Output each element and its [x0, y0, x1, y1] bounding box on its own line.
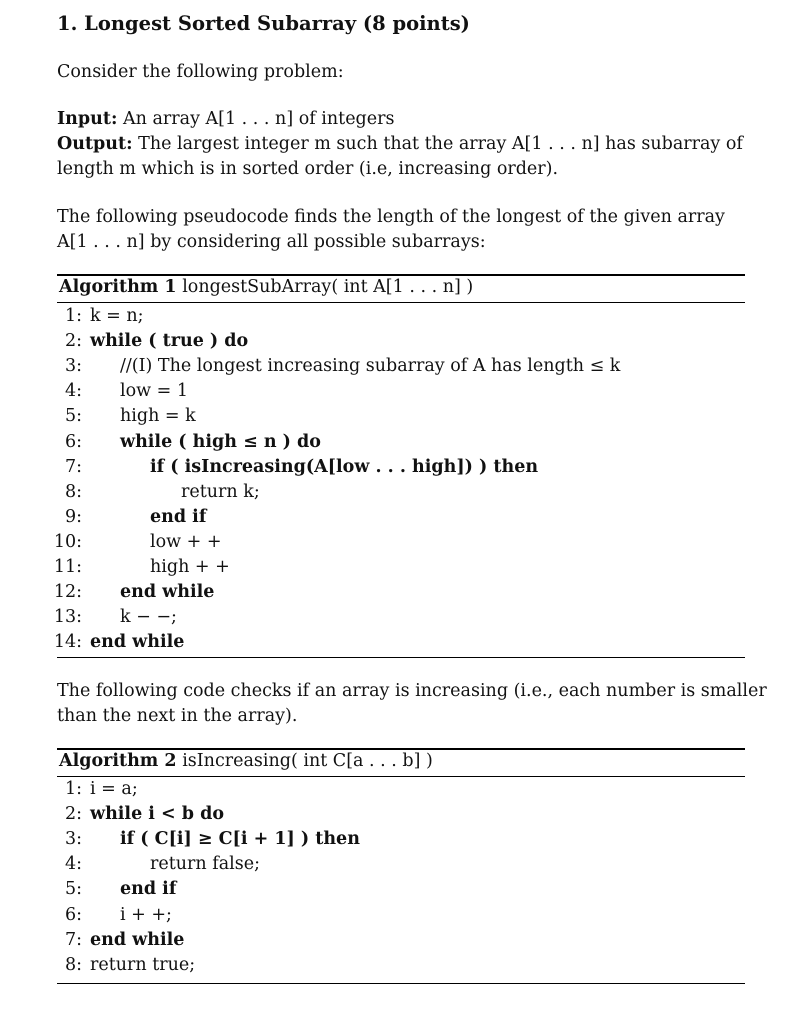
alg2-line: [57, 905, 745, 929]
alg2-line: [57, 804, 745, 828]
alg1-line: [57, 331, 745, 355]
alg1-line-number: 8:: [64, 481, 82, 502]
alg1-top-rule: [57, 274, 745, 276]
description-1-line2: A[1 . . . n] by considering all possible subarrays:: [57, 232, 486, 252]
alg1-name: longestSubArray( int A[1 . . . n] ): [182, 277, 474, 297]
alg1-line-number: 9:: [64, 506, 82, 527]
alg1-line: [57, 482, 745, 506]
alg1-line-code: if ( isIncreasing(A[low . . . high]) ) then: [150, 456, 539, 477]
alg2-name: isIncreasing( int C[a . . . b] ): [182, 751, 433, 771]
alg1-line-number: 3:: [64, 356, 82, 377]
alg1-line-code: low = 1: [120, 381, 189, 402]
alg2-line-code: i + +;: [120, 904, 172, 925]
alg1-line-number: 2:: [64, 331, 82, 352]
alg2-line-number: 1:: [64, 779, 82, 799]
alg1-line: [57, 306, 745, 330]
output-label: Output:: [57, 134, 133, 154]
alg1-line-number: 11:: [53, 557, 82, 577]
alg2-line-number: 5:: [64, 879, 82, 900]
output-text-line1: The largest integer m such that the array A[1 . . . n] has subarray of: [138, 134, 743, 154]
output-text-line2: length m which is in sorted order (i.e, increasing order).: [57, 159, 559, 179]
alg2-line-number: 7:: [64, 929, 82, 950]
alg2-line-number: 6:: [64, 904, 82, 925]
alg1-line: [57, 507, 745, 531]
alg1-line-code: high + +: [150, 557, 230, 577]
alg2-line-code: i = a;: [90, 779, 138, 799]
alg2-line-number: 8:: [64, 954, 82, 975]
problem-title: 1. Longest Sorted Subarray (8 points): [57, 12, 470, 35]
alg2-bottom-rule: [57, 983, 745, 984]
alg2-line-code: end if: [120, 879, 177, 900]
alg1-bottom-rule: [57, 657, 745, 658]
alg1-line-code: k = n;: [90, 306, 144, 326]
alg1-line-number: 7:: [64, 456, 82, 477]
alg1-line-number: 5:: [64, 406, 82, 427]
alg2-line-code: if ( C[i] ≥ C[i + 1] ) then: [120, 829, 360, 850]
input-spec: [57, 109, 394, 129]
alg1-caption: [59, 277, 473, 297]
intro-text: Consider the following problem:: [57, 62, 344, 82]
alg1-line: [53, 582, 745, 606]
alg2-line: [57, 779, 745, 803]
alg2-line-code: return true;: [90, 954, 196, 975]
alg2-line: [57, 854, 745, 878]
alg2-line: [57, 930, 745, 954]
alg1-line-number: 12:: [53, 582, 82, 603]
alg2-top-rule: [57, 748, 745, 750]
alg1-line-code: high = k: [120, 406, 196, 427]
input-label: Input:: [57, 109, 118, 129]
description-2-line2: than the next in the array).: [57, 706, 298, 726]
alg1-line: [53, 607, 745, 631]
description-2-line1: The following code checks if an array is increasing (i.e., each number is smaller: [57, 681, 767, 701]
alg2-caption: [59, 751, 433, 771]
alg1-line-code: end while: [120, 582, 215, 603]
alg1-line: [57, 457, 745, 481]
alg1-line-code: end if: [150, 506, 207, 527]
alg2-line-code: return false;: [150, 854, 260, 875]
alg1-line-number: 10:: [53, 531, 82, 552]
alg1-line-number: 6:: [64, 431, 82, 452]
alg1-line: [53, 531, 745, 556]
alg2-line-number: 2:: [64, 804, 82, 825]
alg1-line-number: 13:: [53, 607, 82, 628]
alg1-line: [57, 356, 745, 380]
output-spec: [57, 134, 743, 154]
alg2-label: Algorithm 2: [59, 751, 177, 771]
alg1-line-number: 1:: [64, 306, 82, 326]
alg1-label: Algorithm 1: [59, 277, 177, 297]
alg1-line-code: end while: [90, 632, 185, 653]
alg1-line-code: k − −;: [120, 607, 177, 628]
alg1-line: [57, 381, 745, 405]
alg1-line-code: low + +: [150, 531, 222, 552]
alg2-line-code: while i < b do: [90, 804, 225, 825]
alg1-line-code: while ( high ≤ n ) do: [120, 431, 321, 452]
alg2-line: [57, 879, 745, 903]
alg1-line-number: 4:: [64, 381, 82, 402]
alg2-line: [57, 829, 745, 853]
alg1-line-code: return k;: [181, 481, 260, 502]
alg2-caption-rule: [57, 776, 745, 777]
alg2-line-number: 3:: [64, 829, 82, 850]
alg1-line-number: 14:: [53, 632, 82, 653]
alg2-line-number: 4:: [64, 854, 82, 875]
alg1-line: [57, 432, 745, 456]
alg2-line: [57, 955, 745, 979]
alg1-line-code: while ( true ) do: [90, 331, 249, 352]
alg1-line: [57, 406, 745, 430]
alg1-caption-rule: [57, 302, 745, 303]
alg2-line-code: end while: [90, 929, 185, 950]
alg1-line: [53, 557, 745, 581]
alg1-line: [53, 632, 745, 656]
description-1-line1: The following pseudocode finds the length of the longest of the given array: [57, 207, 725, 227]
input-text: An array A[1 . . . n] of integers: [123, 109, 395, 129]
alg1-line-code: //(I) The longest increasing subarray of A has length ≤ k: [120, 356, 621, 377]
